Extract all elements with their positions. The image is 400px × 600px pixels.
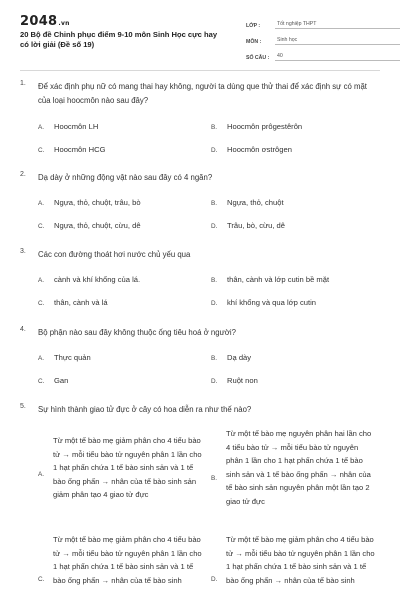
meta-label: LỚP : xyxy=(246,23,261,29)
document-meta xyxy=(246,16,400,64)
option-b[interactable] xyxy=(211,351,251,365)
option-text: Hoocmôn ơstrôgen xyxy=(227,145,292,154)
logo-main: 2048 xyxy=(20,14,58,29)
question-number: 3. xyxy=(20,248,26,255)
option-letter: D. xyxy=(211,223,218,230)
option-c[interactable] xyxy=(38,533,210,600)
question-number: 4. xyxy=(20,326,26,333)
option-text: Hoocmôn prôgestêrôn xyxy=(227,122,303,131)
option-letter: B. xyxy=(211,277,218,284)
option-text: Từ một tế bào mẹ giảm phân cho 4 tiểu bào tử → mỗi tiểu bào tử nguyên phân 1 lần cho 1 hạt phấn chứa 1 tế bào sinh sản và 1 tế bào ống phấn → nhân của tế bào sinh xyxy=(226,535,375,585)
option-text: thân, cành và lớp cutin bề mặt xyxy=(227,275,330,284)
option-letter: C. xyxy=(38,223,45,230)
question-2 xyxy=(20,171,380,237)
question-number: 5. xyxy=(20,403,26,410)
option-d[interactable] xyxy=(211,296,316,310)
option-b[interactable] xyxy=(211,120,302,134)
option-letter: B. xyxy=(211,355,218,362)
option-b[interactable] xyxy=(211,196,284,210)
option-letter: C. xyxy=(38,576,45,583)
document-title: 20 Bộ đề Chinh phục điểm 9-10 môn Sinh Học cực hay có lời giải (Đề số 19) xyxy=(20,30,218,49)
header-divider xyxy=(20,70,380,71)
option-text: thân, cành và lá xyxy=(54,298,108,307)
option-letter: D. xyxy=(211,147,218,154)
option-letter: D. xyxy=(211,378,218,385)
option-text: Từ một tế bào mẹ giảm phân cho 4 tiểu bào tử → mỗi tiểu bào tử nguyên phân 1 lần cho 1 hạt phấn chứa 1 tế bào sinh sản và 1 tế bào ống phấn → nhân của tế bào sinh sản giảm phân tạo 4 giao tử đực xyxy=(53,436,202,499)
question-text: Để xác định phụ nữ có mang thai hay không, người ta dùng que thử thai để xác định sự có mặt của loại hoocmôn nào sau đây? xyxy=(38,82,367,105)
option-letter: D. xyxy=(211,300,218,307)
question-4 xyxy=(20,326,380,392)
meta-row-subject xyxy=(246,32,400,45)
option-letter: A. xyxy=(38,471,45,478)
option-letter: D. xyxy=(211,576,218,583)
question-text: Các con đường thoát hơi nước chủ yếu qua xyxy=(38,250,191,259)
option-c[interactable] xyxy=(38,143,105,157)
option-text: Thực quản xyxy=(54,353,91,362)
question-text: Dạ dày ở những động vật nào sau đây có 4 ngăn? xyxy=(38,173,213,182)
question-1 xyxy=(20,80,380,160)
question-5 xyxy=(20,403,380,600)
option-a[interactable] xyxy=(38,351,91,365)
page-header xyxy=(20,14,380,70)
meta-value: Sinh học xyxy=(275,37,400,46)
option-text: Ruột non xyxy=(227,376,258,385)
option-text: Dạ dày xyxy=(227,353,252,362)
option-letter: A. xyxy=(38,124,45,131)
option-text: Trâu, bò, cừu, dê xyxy=(227,221,285,230)
option-text: khí khổng và qua lớp cutin xyxy=(227,298,316,307)
option-letter: C. xyxy=(38,147,45,154)
meta-label: MÔN : xyxy=(246,39,262,45)
option-text: Hoocmôn LH xyxy=(54,122,99,131)
option-text: Hoocmôn HCG xyxy=(54,145,106,154)
meta-row-count xyxy=(246,48,400,61)
option-text: Ngựa, thỏ, chuột, trâu, bò xyxy=(54,198,141,207)
site-logo[interactable] xyxy=(20,14,70,29)
option-text: Từ một tế bào mẹ giảm phân cho 4 tiểu bào tử → mỗi tiểu bào tử nguyên phân 1 lần cho 1 hạt phấn chứa 1 tế bào sinh sản và 1 tế bào ống phấn → nhân của tế bào sinh xyxy=(53,535,202,585)
meta-label: SỐ CÂU : xyxy=(246,55,270,61)
option-letter: C. xyxy=(38,300,45,307)
question-text: Sự hình thành giao tử đực ở cây có hoa diễn ra như thế nào? xyxy=(38,405,252,414)
option-letter: B. xyxy=(211,475,218,482)
option-b[interactable] xyxy=(211,427,380,527)
meta-value: 40 xyxy=(275,53,400,62)
option-b[interactable] xyxy=(211,273,329,287)
option-d[interactable] xyxy=(211,533,380,600)
option-letter: C. xyxy=(38,378,45,385)
option-d[interactable] xyxy=(211,374,258,388)
option-text: Ngựa, thỏ, chuột, cừu, dê xyxy=(54,221,141,230)
option-text: Ngựa, thỏ, chuột xyxy=(227,198,284,207)
option-c[interactable] xyxy=(38,219,141,233)
option-d[interactable] xyxy=(211,143,292,157)
question-number: 1. xyxy=(20,80,26,87)
option-letter: A. xyxy=(38,355,45,362)
option-letter: A. xyxy=(38,200,45,207)
question-text: Bộ phận nào sau đây không thuộc ống tiêu hoá ở người? xyxy=(38,328,236,337)
option-a[interactable] xyxy=(38,273,140,287)
logo-sub: .vn xyxy=(58,20,70,27)
option-text: Từ một tế bào mẹ nguyên phân hai lần cho 4 tiểu bào tử → mỗi tiểu bào tử nguyên phân 1 lần cho 1 hạt phấn chứa 1 tế bào sinh sản và 1 tế bào ống phấn → nhân của tế bào sinh sản nguyên phân một lần tạo 2 giao tử đực xyxy=(226,429,372,506)
meta-row-class xyxy=(246,16,400,29)
option-text: cành và khí khổng của lá. xyxy=(54,275,141,284)
meta-value: Tốt nghiệp THPT xyxy=(275,21,400,30)
option-text: Gan xyxy=(54,376,69,385)
option-letter: B. xyxy=(211,124,218,131)
question-number: 2. xyxy=(20,171,26,178)
question-3 xyxy=(20,248,380,314)
option-c[interactable] xyxy=(38,374,68,388)
option-a[interactable] xyxy=(38,120,98,134)
option-letter: A. xyxy=(38,277,45,284)
option-c[interactable] xyxy=(38,296,108,310)
option-d[interactable] xyxy=(211,219,285,233)
option-a[interactable] xyxy=(38,196,141,210)
option-a[interactable] xyxy=(38,434,210,524)
option-letter: B. xyxy=(211,200,218,207)
